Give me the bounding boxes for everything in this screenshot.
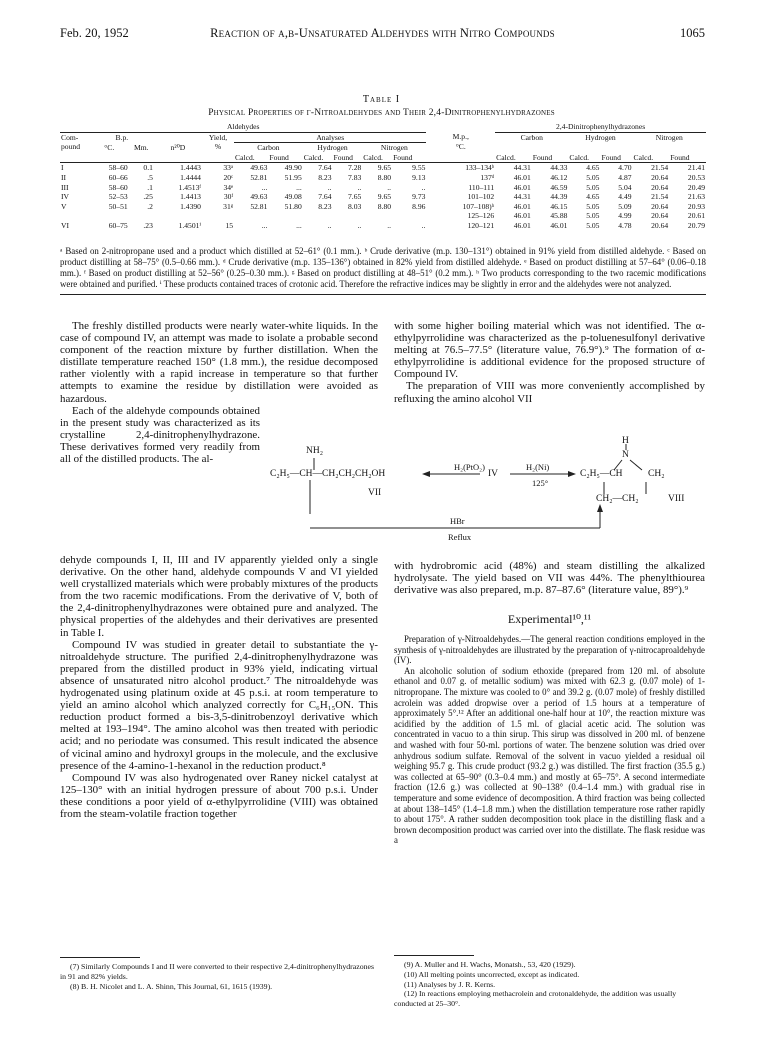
table-cell: 52–53: [108, 192, 128, 202]
table-cell: 58–60: [108, 182, 128, 192]
table-cell: 60–75: [108, 220, 128, 230]
footnote: (12) In reactions employing methacrolein and crotonaldehyde, the addition was usually conducted at 25–30°.: [394, 989, 677, 1009]
table-cell: 50–51: [108, 201, 128, 211]
table-cell: .1: [147, 182, 153, 192]
table-row: [60, 183, 706, 193]
table-cell: 125–126: [467, 211, 495, 221]
table-row: [60, 221, 706, 231]
hbr-label: HBr: [450, 516, 465, 526]
table-cell: 8.80: [377, 172, 392, 182]
table-cell: 8.96: [412, 201, 426, 211]
table-cell: ...: [261, 220, 268, 230]
table-cell: 46.01: [513, 220, 531, 230]
calcd-label: Calcd.: [633, 152, 654, 162]
table-subheader-2: [60, 143, 706, 153]
table-cell: 5.05: [586, 182, 600, 192]
h2-pto2-label: H₂(PtO₂): [454, 462, 485, 472]
table-cell: [154, 211, 202, 221]
table-cell: 49.63: [250, 192, 268, 202]
table-cell: [90, 211, 129, 221]
table-cell: 46.59: [550, 182, 568, 192]
experimental-section: [394, 634, 705, 846]
table-subtitle: Physical Properties of γ-Nitroaldehydes and Their 2,4-Dinitrophenylhydrazones: [208, 108, 555, 118]
found-label: Found: [601, 152, 621, 162]
table-cell: 7.64: [318, 163, 332, 173]
footnote: (7) Similarly Compounds I and II were converted to their respective 2,4-dinitrophenylhydrazones in 91 and 82% yields.: [60, 962, 374, 981]
table-cell: 4.78: [618, 220, 632, 230]
table-cell: 49.90: [284, 163, 302, 173]
group-aldehydes: Aldehydes: [60, 122, 426, 132]
table-cell: 49.63: [250, 163, 268, 173]
left-column-bottom: [60, 554, 378, 820]
table-cell: III: [61, 182, 69, 192]
table-row: [60, 192, 706, 202]
col-bp-c: °C.: [104, 142, 115, 152]
table-cell: VI: [61, 220, 70, 230]
col-mp: M.p., °C.: [452, 132, 469, 151]
table-cell: 7.65: [348, 192, 362, 202]
col-dnp-nitrogen: Nitrogen: [655, 132, 683, 142]
table-cell: 1.4413: [180, 192, 201, 202]
table-cell: 46.01: [513, 182, 531, 192]
found-label: Found: [393, 152, 413, 162]
table-footnotes: [60, 246, 706, 290]
compound-iv-label: IV: [488, 469, 499, 479]
table-cell: [234, 211, 268, 221]
table-cell: 20.53: [687, 172, 705, 182]
footnote: (9) A. Muller and H. Wachs, Monatsh., 53, 420 (1929).: [404, 960, 576, 969]
col-dnp-carbon: Carbon: [520, 132, 543, 142]
col-an-hydrogen: Hydrogen: [317, 143, 348, 153]
table-cell: .2: [147, 201, 153, 211]
table-row: [60, 173, 706, 183]
table-cell: 46.12: [550, 172, 568, 182]
calcd-label: Calcd.: [303, 152, 324, 162]
table-cell: [129, 211, 154, 221]
table-cell: 58–60: [108, 163, 128, 173]
table-cell: ..: [421, 220, 426, 230]
table-cell: 7.64: [318, 192, 332, 202]
col-bp: B.p.: [115, 132, 129, 142]
table-cell: 31ᵍ: [223, 201, 234, 211]
table-cell: 20ᶜ: [223, 172, 234, 182]
table-cell: 52.81: [250, 201, 268, 211]
group-analyses: Analyses: [234, 132, 426, 143]
col-yield: Yield, %: [208, 132, 228, 152]
table-cell: .25: [143, 192, 153, 202]
table-cell: 21.54: [651, 192, 669, 202]
pyrrolidine-formula: C₂H₅—CH: [580, 469, 623, 479]
table-cell: 46.15: [550, 201, 568, 211]
table-cell: 20.64: [651, 220, 669, 230]
running-header: [60, 26, 705, 42]
table-cell: 60–66: [108, 172, 128, 182]
table-cell: ..: [387, 182, 392, 192]
table-cell: 5.05: [586, 201, 600, 211]
table-cell: 9.65: [377, 192, 392, 202]
table-group-header: [60, 122, 706, 132]
table-cell: 4.65: [586, 163, 600, 173]
table-title: Table I: [362, 94, 401, 105]
paragraph: The freshly distilled products were nearly water-white liquids. In the case of compound IV, an attempt was made to isolate a probable second component of the reaction mixture by further distillation. When the distillate temperature reached 150° (1.8 mm.), the residue decomposed rather violently with a rapid increase in temperature so that further attempts to examine the residue by distillation were avoided as hazardous.: [60, 320, 378, 405]
amino-alcohol-formula: C₂H₅—CH—CH₂CH₂CH₂OH: [270, 469, 386, 479]
calcd-label: Calcd.: [569, 152, 590, 162]
table-cell: 33ᵃ: [223, 163, 234, 173]
paragraph: Compound IV was studied in greater detail to substantiate the γ-nitroaldehyde structure. The purified 2,4-dinitrophenylhydrazone was prepared from the distilled product in 93% yield, indicating virtual absence of unsaturated nitro alcohol product.⁷ The nitroaldehyde was hydrogenated using platinum oxide at 45 p.s.i. at room temperature to yield an amino alcohol which analyzed correctly for C₆H₁₅ON. This reduction product formed a bis-3,5-dinitrobenzoyl derivative which melted at 193–194°. The amino alcohol was then treated with periodic acid; and no periodate was consumed. This result indicated the absence of vicinal amino and hydroxyl groups in the molecule, and the exclusive presence of the 4-amino-1-hexanol in the reduction product.⁸: [60, 638, 378, 772]
table-cell: 1.4444: [180, 172, 201, 182]
table-cell: 20.93: [687, 201, 705, 211]
experimental-heading: Experimental¹⁰,¹¹: [507, 612, 592, 626]
table-cell: ..: [421, 182, 426, 192]
table-cell: 4.49: [618, 192, 632, 202]
col-bp-mm: Mm.: [134, 142, 149, 152]
compound-viii-label: VIII: [668, 494, 685, 504]
table-cell: 51.80: [284, 201, 302, 211]
table-cell: 1.4390: [180, 201, 201, 211]
table-cell: 110–111: [468, 182, 495, 192]
table-cell: 137ᵈ: [480, 172, 495, 182]
scheme-lines: [270, 436, 710, 546]
header-page-number: 1065: [680, 26, 705, 40]
footnote: (11) Analyses by J. R. Kerns.: [404, 979, 496, 989]
compound-vii-label: VII: [368, 488, 382, 498]
footnotes-left: [60, 962, 378, 992]
paragraph: Compound IV was also hydrogenated over Raney nickel catalyst at 125–130° with an initial hydrogen pressure of about 700 p.s.i. Under these conditions a poor yield of α-ethylpyrrolidine (VIII) was obtained from the steam-volatile fraction together: [60, 771, 378, 820]
table-cell: ...: [261, 182, 268, 192]
table-cell: 49.08: [284, 192, 302, 202]
table-cell: [268, 211, 302, 221]
reaction-scheme: [270, 436, 710, 546]
calcd-label: Calcd.: [235, 152, 255, 162]
table-cell: II: [61, 172, 67, 182]
table-cell: 9.73: [412, 192, 426, 202]
table-cell: 20.64: [651, 182, 669, 192]
found-label: Found: [269, 152, 289, 162]
table-row: [60, 202, 706, 212]
table-cell: 46.01: [550, 220, 568, 230]
table-cell: 20.64: [651, 211, 669, 221]
table-cell: 4.70: [618, 163, 632, 173]
paragraph: dehyde compounds I, II, III and IV apparently yielded only a single derivative. On the other hand, aldehyde compounds V and VI yielded well crystallized materials which were probably mixtures of the products from the two racemic modifications. From the derivative of V, both of the 2,4-dinitrophenylhydrazones were obtained pure and analyzed. The physical properties of the aldehydes and their derivatives are presented in Table I.: [60, 554, 378, 639]
paragraph: The preparation of VIII was more conveniently accomplished by refluxing the amino alcohol VII: [394, 380, 705, 405]
table-cell: 5.05: [586, 172, 600, 182]
ch2ch2-label: CH₂—CH₂: [596, 494, 639, 504]
col-compound: Com- pound: [61, 132, 80, 152]
table-cell: 21.41: [687, 163, 705, 173]
table-cell: 101–102: [467, 192, 495, 202]
table-cell: 7.28: [348, 163, 362, 173]
table-cell: 8.03: [348, 201, 362, 211]
table-cell: 44.33: [550, 163, 568, 173]
table-cell: 107–108)ʰ: [462, 201, 495, 211]
table-cell: 34ᵉ: [223, 182, 234, 192]
table-row: [60, 163, 706, 173]
table-cell: 9.55: [412, 163, 426, 173]
table-cell: [333, 211, 363, 221]
table-cell: .23: [143, 220, 153, 230]
table-cell: 20.49: [687, 182, 705, 192]
table-row: [60, 211, 706, 221]
table-cell: 20.64: [651, 172, 669, 182]
table-cell: [202, 211, 234, 221]
right-column-bottom: [394, 560, 705, 596]
table-cell: 44.39: [550, 192, 568, 202]
table-cell: 46.01: [513, 201, 531, 211]
right-column-top: [394, 320, 705, 405]
table-cell: 20.61: [687, 211, 705, 221]
table-cell: 9.13: [412, 172, 426, 182]
temperature-label: 125°: [532, 478, 549, 488]
found-label: Found: [532, 152, 553, 162]
h2-ni-label: H₂(Ni): [526, 462, 550, 472]
h-label: H: [622, 436, 629, 446]
footnotes-right: [394, 960, 705, 1009]
table-cell: 30ᶠ: [223, 192, 234, 202]
table-cell: IV: [61, 192, 70, 202]
table-cell: 21.54: [651, 163, 669, 173]
table-cell: 9.65: [377, 163, 392, 173]
table-cell: ..: [357, 182, 362, 192]
calcd-label: Calcd.: [363, 152, 383, 162]
table-cell: 4.99: [618, 211, 632, 221]
found-label: Found: [333, 152, 353, 162]
table-cell: [362, 211, 392, 221]
header-title: Reaction of α,β-Unsaturated Aldehydes with Nitro Compounds: [210, 26, 555, 40]
table-cell: 8.23: [318, 201, 332, 211]
table-cell: 4.87: [618, 172, 632, 182]
table-cell: 8.23: [318, 172, 332, 182]
table-cell: 8.80: [377, 201, 392, 211]
table-cell: 44.31: [513, 192, 531, 202]
table-cell: ..: [387, 220, 392, 230]
col-an-nitrogen: Nitrogen: [380, 143, 408, 153]
found-label: Found: [670, 152, 690, 162]
table-body: [60, 163, 706, 230]
header-date: Feb. 20, 1952: [60, 26, 129, 40]
table-cell: .5: [147, 172, 153, 182]
paragraph: An alcoholic solution of sodium ethoxide (prepared from 120 ml. of absolute ethanol and 0.07 g. of metallic sodium) was mixed with 62.3 g. (0.07 mole) of 1-nitropropane. The mixture was cooled to 0° and 39.2 g. (0.07 mole) of freshly distilled acrolein was added dropwise over a period of 1.5 hours at a temperature of approximately 5°.¹² After an additional one-half hour at 10°, the reaction mixture was acidified by the addition of 1.5 ml. of glacial acetic acid. The solution was concentrated in vacuo to a thin sirup. This sirup was dissolved in 200 ml. of benzene and washed with four 50-ml. portions of water. The benzene solution was dried over anhydrous sodium sulfate. Removal of the solvent in vacuo yielded a residual oil weighing 95.7 g. This crude product (93.2 g.) was distilled. The first fraction (35.5 g.) was collected at 65–90° (0.3–0.4 mm.) and mostly at 65–75°. A second intermediate fraction (12.6 g.) was collected at 90–138° (0.4–1.4 mm.) with gradual rise in temperature and some evidence of decomposition. A third fraction was being collected at about 138–145° (1.4–1.8 mm.) when the distillation temperature rose rather rapidly to about 175°. A rather sudden decomposition took place in the distilling flask and a brown decomposition product was carried over into the distillate. The flask residue was a: [394, 665, 705, 846]
table-cell: 133–134ᵇ: [465, 163, 495, 173]
n-label: N: [622, 450, 629, 460]
table-cell: 21.63: [687, 192, 705, 202]
col-nd: n²⁰D: [170, 142, 186, 152]
paragraph: with hydrobromic acid (48%) and steam distilling the alkalized hydrolysate. The yield based on VII was 44%. The phenylthiourea derivative was also prepared, m.p. 87–87.6° (literature value, 89°).⁹: [394, 560, 705, 597]
table-cell: 4.65: [586, 192, 600, 202]
table-cell: [60, 211, 90, 221]
table-cell: ..: [327, 220, 332, 230]
reflux-label: Reflux: [448, 532, 472, 542]
table-cell: ..: [357, 220, 362, 230]
table-cell: [392, 211, 426, 221]
table-cell: 52.81: [250, 172, 268, 182]
table-cell: [303, 211, 333, 221]
table-cell: 1.4501ⁱ: [178, 220, 201, 230]
table-cell: 46.01: [513, 172, 531, 182]
footnote: (8) B. H. Nicolet and L. A. Shinn, This Journal, 61, 1615 (1939).: [70, 982, 273, 991]
table-cell: 15: [225, 220, 234, 230]
table-footnotes-text: ᵃ Based on 2-nitropropane used and a product which distilled at 52–61° (0.1 mm.). ᵇ Crude derivative (m.p. 130–131°) obtained in 91% yield from distilled aldehyde. ᶜ Based on product distilling at 58–75° (0.5–0.66 mm.). ᵈ Crude derivative (m.p. 135–136°) obtained in 82% yield from distilled aldehyde. ᵉ Based on product distilling at 57–64° (0.06–0.18 mm.). ᶠ Based on product distilling at 52–56° (0.25–0.30 mm.). ᵍ Based on product distilling at 48–51° (0.2 mm.). ʰ Two products corresponding to the two racemic modifications were obtained and purified. ⁱ These products contained traces of crotonic acid. Therefore the refractive indices may be slightly in error and the aldehydes were not analyzed.: [60, 246, 706, 289]
table-cell: V: [61, 201, 67, 211]
table-cell: 44.31: [513, 163, 531, 173]
table-subheader-3: [60, 153, 706, 163]
table-cell: 5.05: [586, 211, 600, 221]
table-cell: 7.83: [348, 172, 362, 182]
table-cell: ...: [296, 182, 302, 192]
table-cell: 0.1: [143, 163, 153, 173]
table-cell: 120–121: [467, 220, 495, 230]
table-cell: I: [61, 163, 64, 173]
table-cell: ..: [327, 182, 332, 192]
table-cell: 5.09: [618, 201, 632, 211]
paragraph: Each of the aldehyde compounds obtained in the present study was characterized as its crystalline 2,4-dinitrophenylhydrazone. These derivatives formed very readily from all of the distilled products. The al-: [60, 404, 260, 466]
paragraph: with some higher boiling material which was not identified. The α-ethylpyrrolidine was characterized as the p-toluenesulfonyl derivative melting at 76.5–77.5° (literature value, 76.9°).⁹ The formation of α-ethylpyrrolidine is additional evidence for the proposed structure of Compound IV.: [394, 320, 705, 381]
ch2-label: CH₂: [648, 469, 665, 479]
table-cell: 20.79: [687, 220, 705, 230]
footnote: (10) All melting points uncorrected, except as indicated.: [404, 969, 580, 979]
table-cell: 1.4513ᶠ: [178, 182, 201, 192]
table-cell: 51.95: [284, 172, 302, 182]
col-an-carbon: Carbon: [257, 143, 280, 153]
table-cell: 5.05: [586, 220, 600, 230]
group-dnp: 2,4-Dinitrophenylhydrazones: [495, 122, 706, 132]
table-cell: ...: [296, 220, 302, 230]
table-cell: 46.01: [513, 211, 531, 221]
table-cell: 1.4443: [180, 163, 201, 173]
calcd-label: Calcd.: [496, 152, 516, 162]
properties-table: [60, 122, 706, 231]
table-cell: 45.88: [550, 211, 568, 221]
nh2-label: NH₂: [306, 446, 324, 456]
table-cell: 5.04: [618, 182, 632, 192]
table-cell: 20.64: [651, 201, 669, 211]
paragraph: Preparation of γ-Nitroaldehydes.—The general reaction conditions employed in the synthesis of γ-nitroaldehydes are illustrated by the preparation of γ-nitrocaproaldehyde (IV).: [394, 634, 705, 666]
table-subheader-1: [60, 132, 706, 143]
col-dnp-hydrogen: Hydrogen: [585, 132, 616, 142]
